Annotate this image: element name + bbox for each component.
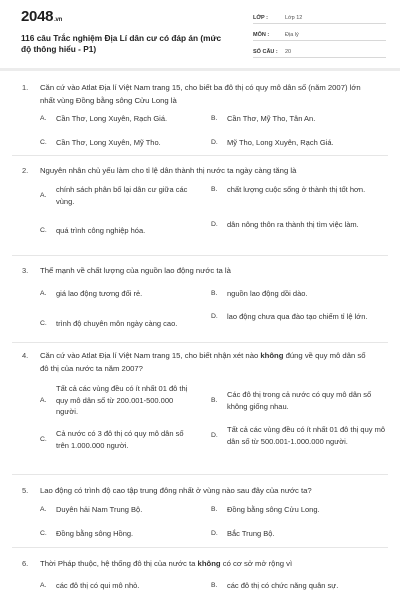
question-text: Lao động có trình độ cao tập trung đông nhất ở vùng nào sau đây của nước ta? bbox=[40, 486, 312, 495]
question-text: Nguyên nhân chủ yếu làm cho tỉ lệ dân thành thị nước ta ngày càng tăng là bbox=[40, 166, 297, 175]
question-number: 2. bbox=[22, 166, 29, 175]
question-number: 1. bbox=[22, 83, 29, 92]
question-text-part: Căn cứ vào Atlat Địa lí Việt Nam trang 15, cho biết nhận xét nào bbox=[40, 351, 261, 360]
option-b[interactable] bbox=[211, 504, 381, 516]
question-text: Căn cứ vào Atlat Địa lí Việt Nam trang 15, cho biết ba đô thị có quy mô dân số (năm 2007) lớn nhất vùng Đồng bằng sông Cửu Long là bbox=[40, 83, 361, 105]
option-c[interactable] bbox=[40, 428, 205, 451]
option-letter: D. bbox=[211, 139, 218, 147]
meta-label: LỚP : bbox=[253, 15, 268, 21]
site-logo[interactable] bbox=[21, 8, 62, 25]
option-text: dân nông thôn ra thành thị tìm việc làm. bbox=[227, 220, 359, 229]
option-text: các đô thị có chức năng quân sự. bbox=[227, 581, 339, 590]
option-a[interactable] bbox=[40, 580, 200, 592]
logo-main: 2048 bbox=[21, 8, 54, 25]
option-letter: A. bbox=[40, 192, 47, 199]
question-number: 3. bbox=[22, 266, 29, 275]
option-letter: B. bbox=[211, 397, 218, 404]
option-letter: C. bbox=[40, 436, 47, 443]
question-text-part: có cơ sở mở rộng vì bbox=[220, 559, 293, 568]
option-letter: D. bbox=[211, 221, 218, 229]
option-text: Tất cả các vùng đều có ít nhất 01 đô thị quy mô dân số từ 500.001-1.000.000 người. bbox=[227, 425, 386, 446]
meta-label: MÔN : bbox=[253, 32, 270, 38]
meta-row-subject bbox=[253, 27, 386, 41]
logo-suffix: .vn bbox=[54, 17, 62, 23]
option-text: Các đô thị trong cả nước có quy mô dân số không giống nhau. bbox=[227, 390, 372, 411]
option-text: Cần Thơ, Long Xuyên, Rạch Giá. bbox=[56, 114, 168, 123]
meta-value: 20 bbox=[285, 49, 292, 55]
option-letter: C. bbox=[40, 227, 47, 235]
option-text: chất lượng cuộc sống ở thành thị tốt hơn. bbox=[227, 185, 366, 194]
option-a[interactable] bbox=[40, 504, 200, 516]
question-divider bbox=[12, 547, 388, 548]
option-letter: B. bbox=[211, 506, 218, 514]
document-meta bbox=[253, 10, 386, 61]
option-text: Cần Thơ, Long Xuyên, Mỹ Tho. bbox=[56, 138, 161, 147]
option-letter: A. bbox=[40, 506, 47, 514]
option-letter: B. bbox=[211, 582, 218, 590]
option-text: giá lao động tương đối rẻ. bbox=[56, 289, 143, 298]
option-a[interactable] bbox=[40, 184, 200, 207]
option-a[interactable] bbox=[40, 383, 205, 418]
option-text: Đồng bằng sông Hồng. bbox=[56, 529, 134, 538]
option-c[interactable] bbox=[40, 137, 200, 149]
option-text: lao động chưa qua đào tạo chiếm tỉ lệ lớn. bbox=[227, 312, 368, 321]
meta-row-class bbox=[253, 10, 386, 24]
option-b[interactable] bbox=[211, 113, 381, 125]
option-letter: C. bbox=[40, 139, 47, 147]
question-text-emphasis: không bbox=[197, 559, 221, 568]
question-number: 4. bbox=[22, 351, 29, 360]
option-letter: B. bbox=[211, 290, 218, 298]
option-text: nguồn lao động dồi dào. bbox=[227, 289, 308, 298]
option-letter: D. bbox=[211, 313, 218, 321]
header-divider bbox=[0, 68, 400, 71]
option-b[interactable] bbox=[211, 389, 383, 412]
option-c[interactable] bbox=[40, 528, 200, 540]
question-number: 5. bbox=[22, 486, 29, 495]
option-c[interactable] bbox=[40, 225, 200, 237]
option-d[interactable] bbox=[211, 528, 381, 540]
option-text: trình độ chuyên môn ngày càng cao. bbox=[56, 319, 178, 328]
question-divider bbox=[12, 474, 388, 475]
meta-value: Lớp 12 bbox=[285, 15, 303, 21]
option-letter: D. bbox=[211, 530, 218, 538]
option-letter: A. bbox=[40, 290, 47, 298]
question-text-emphasis: không bbox=[260, 351, 284, 360]
option-letter: D. bbox=[211, 432, 218, 439]
option-b[interactable] bbox=[211, 288, 381, 300]
option-text: Cần Thơ, Mỹ Tho, Tân An. bbox=[227, 114, 316, 123]
option-d[interactable] bbox=[211, 311, 381, 323]
option-text: Duyên hải Nam Trung Bộ. bbox=[56, 505, 143, 514]
option-text: Đồng bằng sông Cửu Long. bbox=[227, 505, 320, 514]
option-b[interactable] bbox=[211, 580, 383, 592]
meta-row-count bbox=[253, 44, 386, 58]
page-header bbox=[0, 0, 400, 68]
option-text: quá trình công nghiệp hóa. bbox=[56, 226, 146, 235]
question-divider bbox=[12, 255, 388, 256]
option-text: Mỹ Tho, Long Xuyên, Rạch Giá. bbox=[227, 138, 334, 147]
question-text-part: Thời Pháp thuộc, hệ thống đô thị của nước ta bbox=[40, 559, 198, 568]
question-divider bbox=[12, 342, 388, 343]
option-a[interactable] bbox=[40, 288, 200, 300]
meta-value: Địa lý bbox=[285, 32, 299, 38]
document-title: 116 câu Trắc nghiệm Địa Lí dân cư có đáp án (mức độ thông hiểu - P1) bbox=[21, 33, 222, 54]
option-c[interactable] bbox=[40, 318, 212, 330]
option-letter: B. bbox=[211, 186, 218, 194]
option-text: Tất cả các vùng đều có ít nhất 01 đô thị quy mô dân số từ 200.001-500.000 người. bbox=[56, 384, 188, 416]
option-letter: C. bbox=[40, 320, 47, 328]
option-d[interactable] bbox=[211, 424, 386, 447]
option-letter: A. bbox=[40, 582, 47, 590]
option-text: chính sách phân bố lại dân cư giữa các vùng. bbox=[56, 185, 188, 206]
question-text-part: đúng về quy mô dân số đô thị của nước ta năm 2007? bbox=[40, 351, 366, 373]
option-letter: B. bbox=[211, 115, 218, 123]
option-d[interactable] bbox=[211, 137, 381, 149]
question-number: 6. bbox=[22, 559, 29, 568]
question-divider bbox=[12, 155, 388, 156]
option-text: Bắc Trung Bộ. bbox=[227, 529, 275, 538]
question-text: Thế mạnh về chất lượng của nguồn lao động nước ta là bbox=[40, 266, 231, 275]
option-letter: A. bbox=[40, 396, 47, 404]
option-d[interactable] bbox=[211, 219, 381, 231]
question-text bbox=[40, 349, 374, 375]
question-text bbox=[40, 557, 374, 570]
option-text: Cả nước có 3 đô thị có quy mô dân số trên 1.000.000 người. bbox=[56, 429, 184, 450]
option-a[interactable] bbox=[40, 113, 200, 125]
option-b[interactable] bbox=[211, 184, 381, 196]
meta-label: SỐ CÂU : bbox=[253, 49, 278, 55]
option-text: các đô thị có qui mô nhỏ. bbox=[56, 581, 140, 590]
option-letter: C. bbox=[40, 530, 47, 538]
option-letter: A. bbox=[40, 115, 47, 123]
